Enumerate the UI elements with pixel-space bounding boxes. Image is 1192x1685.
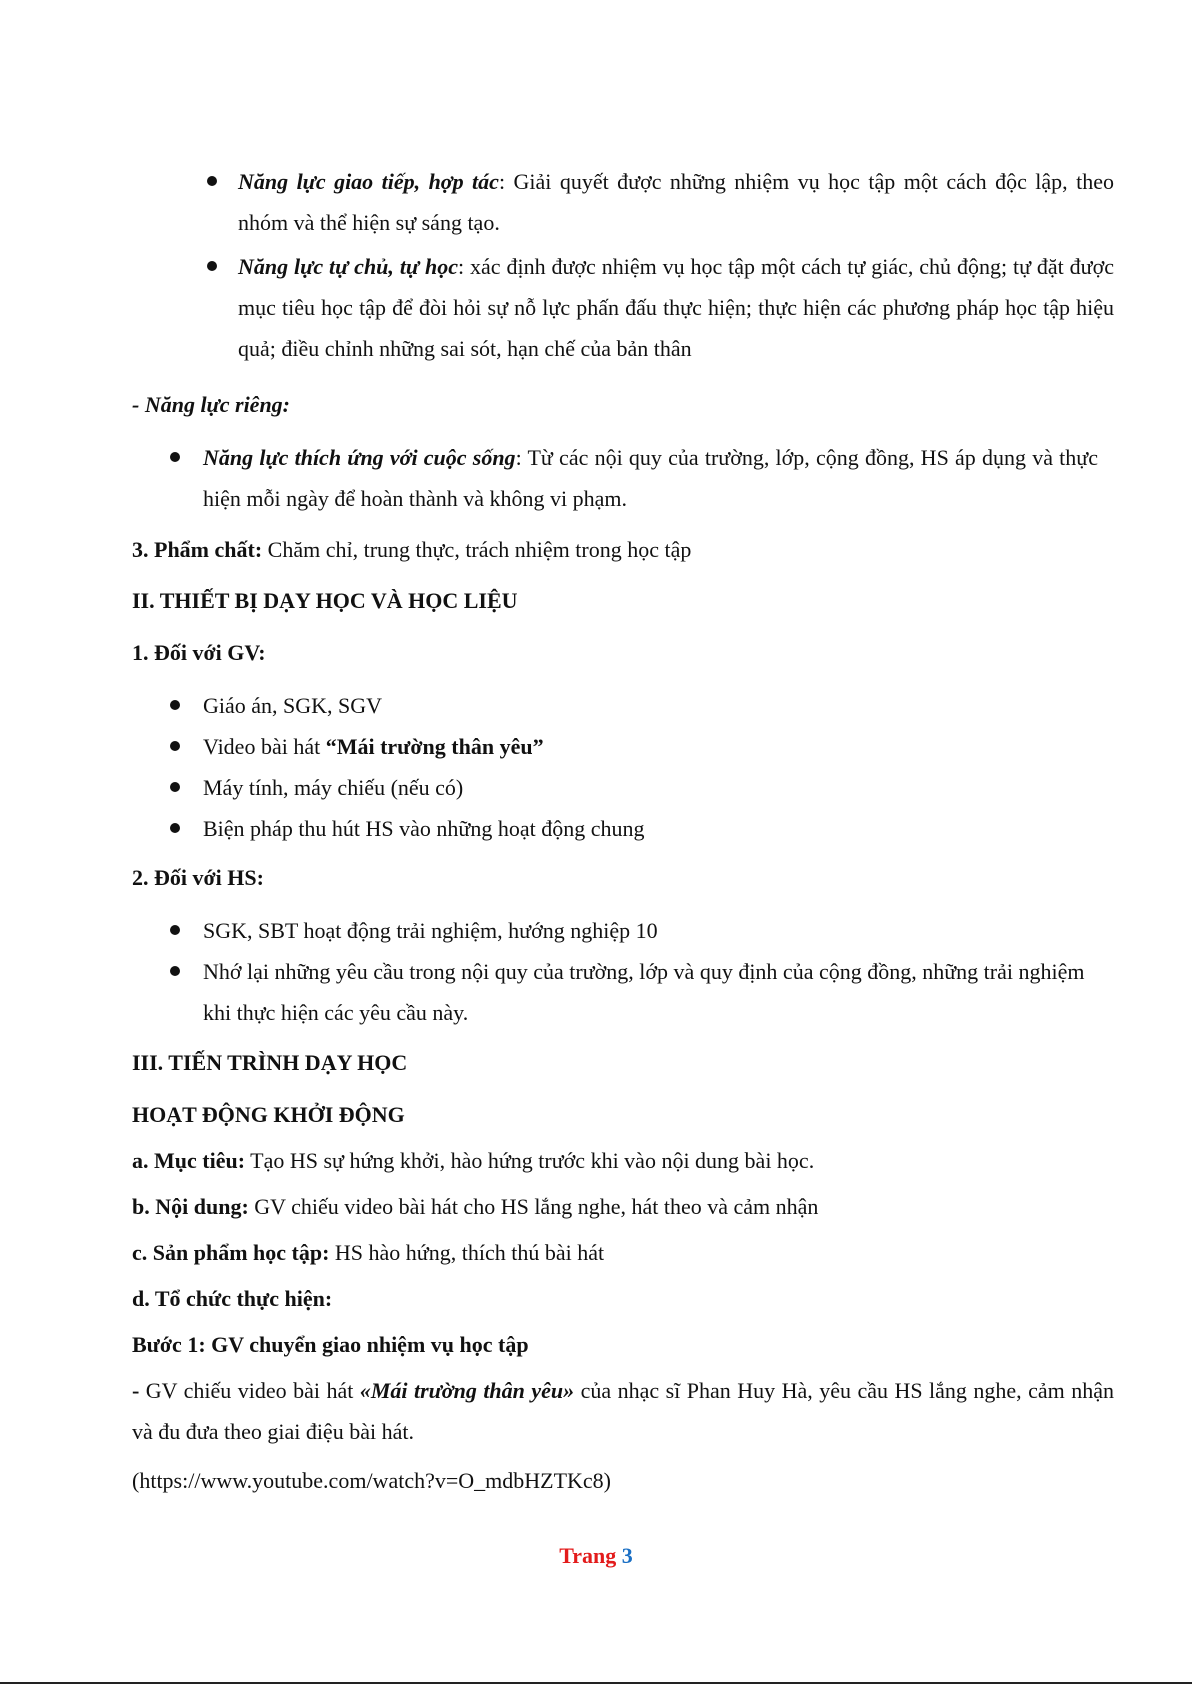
step-1-paragraph xyxy=(132,1370,1114,1452)
bullet-icon xyxy=(170,700,180,710)
bullet-icon xyxy=(207,176,217,186)
qualities-line xyxy=(132,529,691,570)
content-text: GV chiếu video bài hát cho HS lắng nghe, hát theo và cảm nhận xyxy=(248,1194,819,1219)
song-title: “Mái trường thân yêu” xyxy=(325,734,544,759)
skill-label: Năng lực giao tiếp, hợp tác xyxy=(238,169,499,194)
student-heading: 2. Đối với HS: xyxy=(132,865,264,890)
specific-skills-heading: - Năng lực riêng: xyxy=(132,392,291,417)
objective-label: a. Mục tiêu: xyxy=(132,1148,246,1173)
song-title: «Mái trường thân yêu» xyxy=(359,1378,575,1403)
bullet-icon xyxy=(170,741,180,751)
student-item: SGK, SBT hoạt động trải nghiệm, hướng nghiệp 10 xyxy=(203,918,658,943)
teacher-heading: 1. Đối với GV: xyxy=(132,640,266,665)
bullet-icon xyxy=(170,925,180,935)
teacher-item xyxy=(203,726,544,767)
product-text: HS hào hứng, thích thú bài hát xyxy=(329,1240,605,1265)
content-label: b. Nội dung: xyxy=(132,1194,249,1219)
student-item: Nhớ lại những yêu cầu trong nội quy của trường, lớp và quy định của cộng đồng, những trải nghiệm khi thực hiện các yêu cầu này. xyxy=(203,959,1085,1025)
skill-label: Năng lực tự chủ, tự học xyxy=(238,254,459,279)
skill-item-adaptation xyxy=(203,437,1098,519)
activity-objective xyxy=(132,1140,814,1181)
skill-text: : xác định được nhiệm vụ học tập một cách tự giác, chủ động; tự đặt được mục tiêu học tập để đòi hỏi sự nỗ lực phấn đấu thực hiện; thực hiện các phương pháp học tập hiệu quả; điều chỉnh những sai sót, hạn chế của bản thân xyxy=(238,254,1114,361)
step-1-title: Bước 1: GV chuyển giao nhiệm vụ học tập xyxy=(132,1332,529,1357)
bullet-icon xyxy=(170,966,180,976)
bullet-icon xyxy=(170,823,180,833)
video-link[interactable]: (https://www.youtube.com/watch?v=O_mdbHZTKc8) xyxy=(132,1468,611,1493)
activity-title: HOẠT ĐỘNG KHỞI ĐỘNG xyxy=(132,1102,405,1127)
teacher-item: Giáo án, SGK, SGV xyxy=(203,693,383,718)
organization-label: d. Tổ chức thực hiện: xyxy=(132,1286,333,1311)
skill-item-communication xyxy=(238,161,1114,243)
section-3-title: III. TIẾN TRÌNH DẠY HỌC xyxy=(132,1050,408,1075)
page-number: 3 xyxy=(621,1543,633,1568)
skill-text: : Giải quyết được những nhiệm vụ học tập một cách độc lập, theo nhóm và thể hiện sự sáng tạo. xyxy=(238,169,1115,235)
activity-organization xyxy=(132,1278,332,1319)
objective-text: Tạo HS sự hứng khởi, hào hứng trước khi vào nội dung bài học. xyxy=(245,1148,815,1173)
bullet-icon xyxy=(207,261,217,271)
step-1-text: của nhạc sĩ Phan Huy Hà, yêu cầu HS lắng nghe, cảm nhận và đu đưa theo giai điệu bài hát. xyxy=(132,1378,1114,1444)
step-1-text: GV chiếu video bài hát xyxy=(139,1378,360,1403)
teacher-item-text: Video bài hát xyxy=(203,734,326,759)
teacher-item: Biện pháp thu hút HS vào những hoạt động chung xyxy=(203,816,645,841)
teacher-item: Máy tính, máy chiếu (nếu có) xyxy=(203,775,464,800)
skill-text: : Từ các nội quy của trường, lớp, cộng đồng, HS áp dụng và thực hiện mỗi ngày để hoàn thành và không vi phạm. xyxy=(203,445,1098,511)
skill-label: Năng lực thích ứng với cuộc sống xyxy=(203,445,516,470)
section-2-title: II. THIẾT BỊ DẠY HỌC VÀ HỌC LIỆU xyxy=(132,588,518,613)
bullet-icon xyxy=(170,782,180,792)
page-label: Trang xyxy=(559,1543,622,1568)
dash: - xyxy=(132,1378,140,1403)
activity-product xyxy=(132,1232,604,1273)
activity-content xyxy=(132,1186,818,1227)
qualities-label: 3. Phẩm chất: xyxy=(132,537,263,562)
product-label: c. Sản phẩm học tập: xyxy=(132,1240,330,1265)
skill-item-self-study xyxy=(238,246,1114,369)
page-footer xyxy=(0,1543,1192,1569)
qualities-text: Chăm chỉ, trung thực, trách nhiệm trong học tập xyxy=(262,537,692,562)
bullet-icon xyxy=(170,452,180,462)
page-bottom-border xyxy=(0,1682,1192,1684)
